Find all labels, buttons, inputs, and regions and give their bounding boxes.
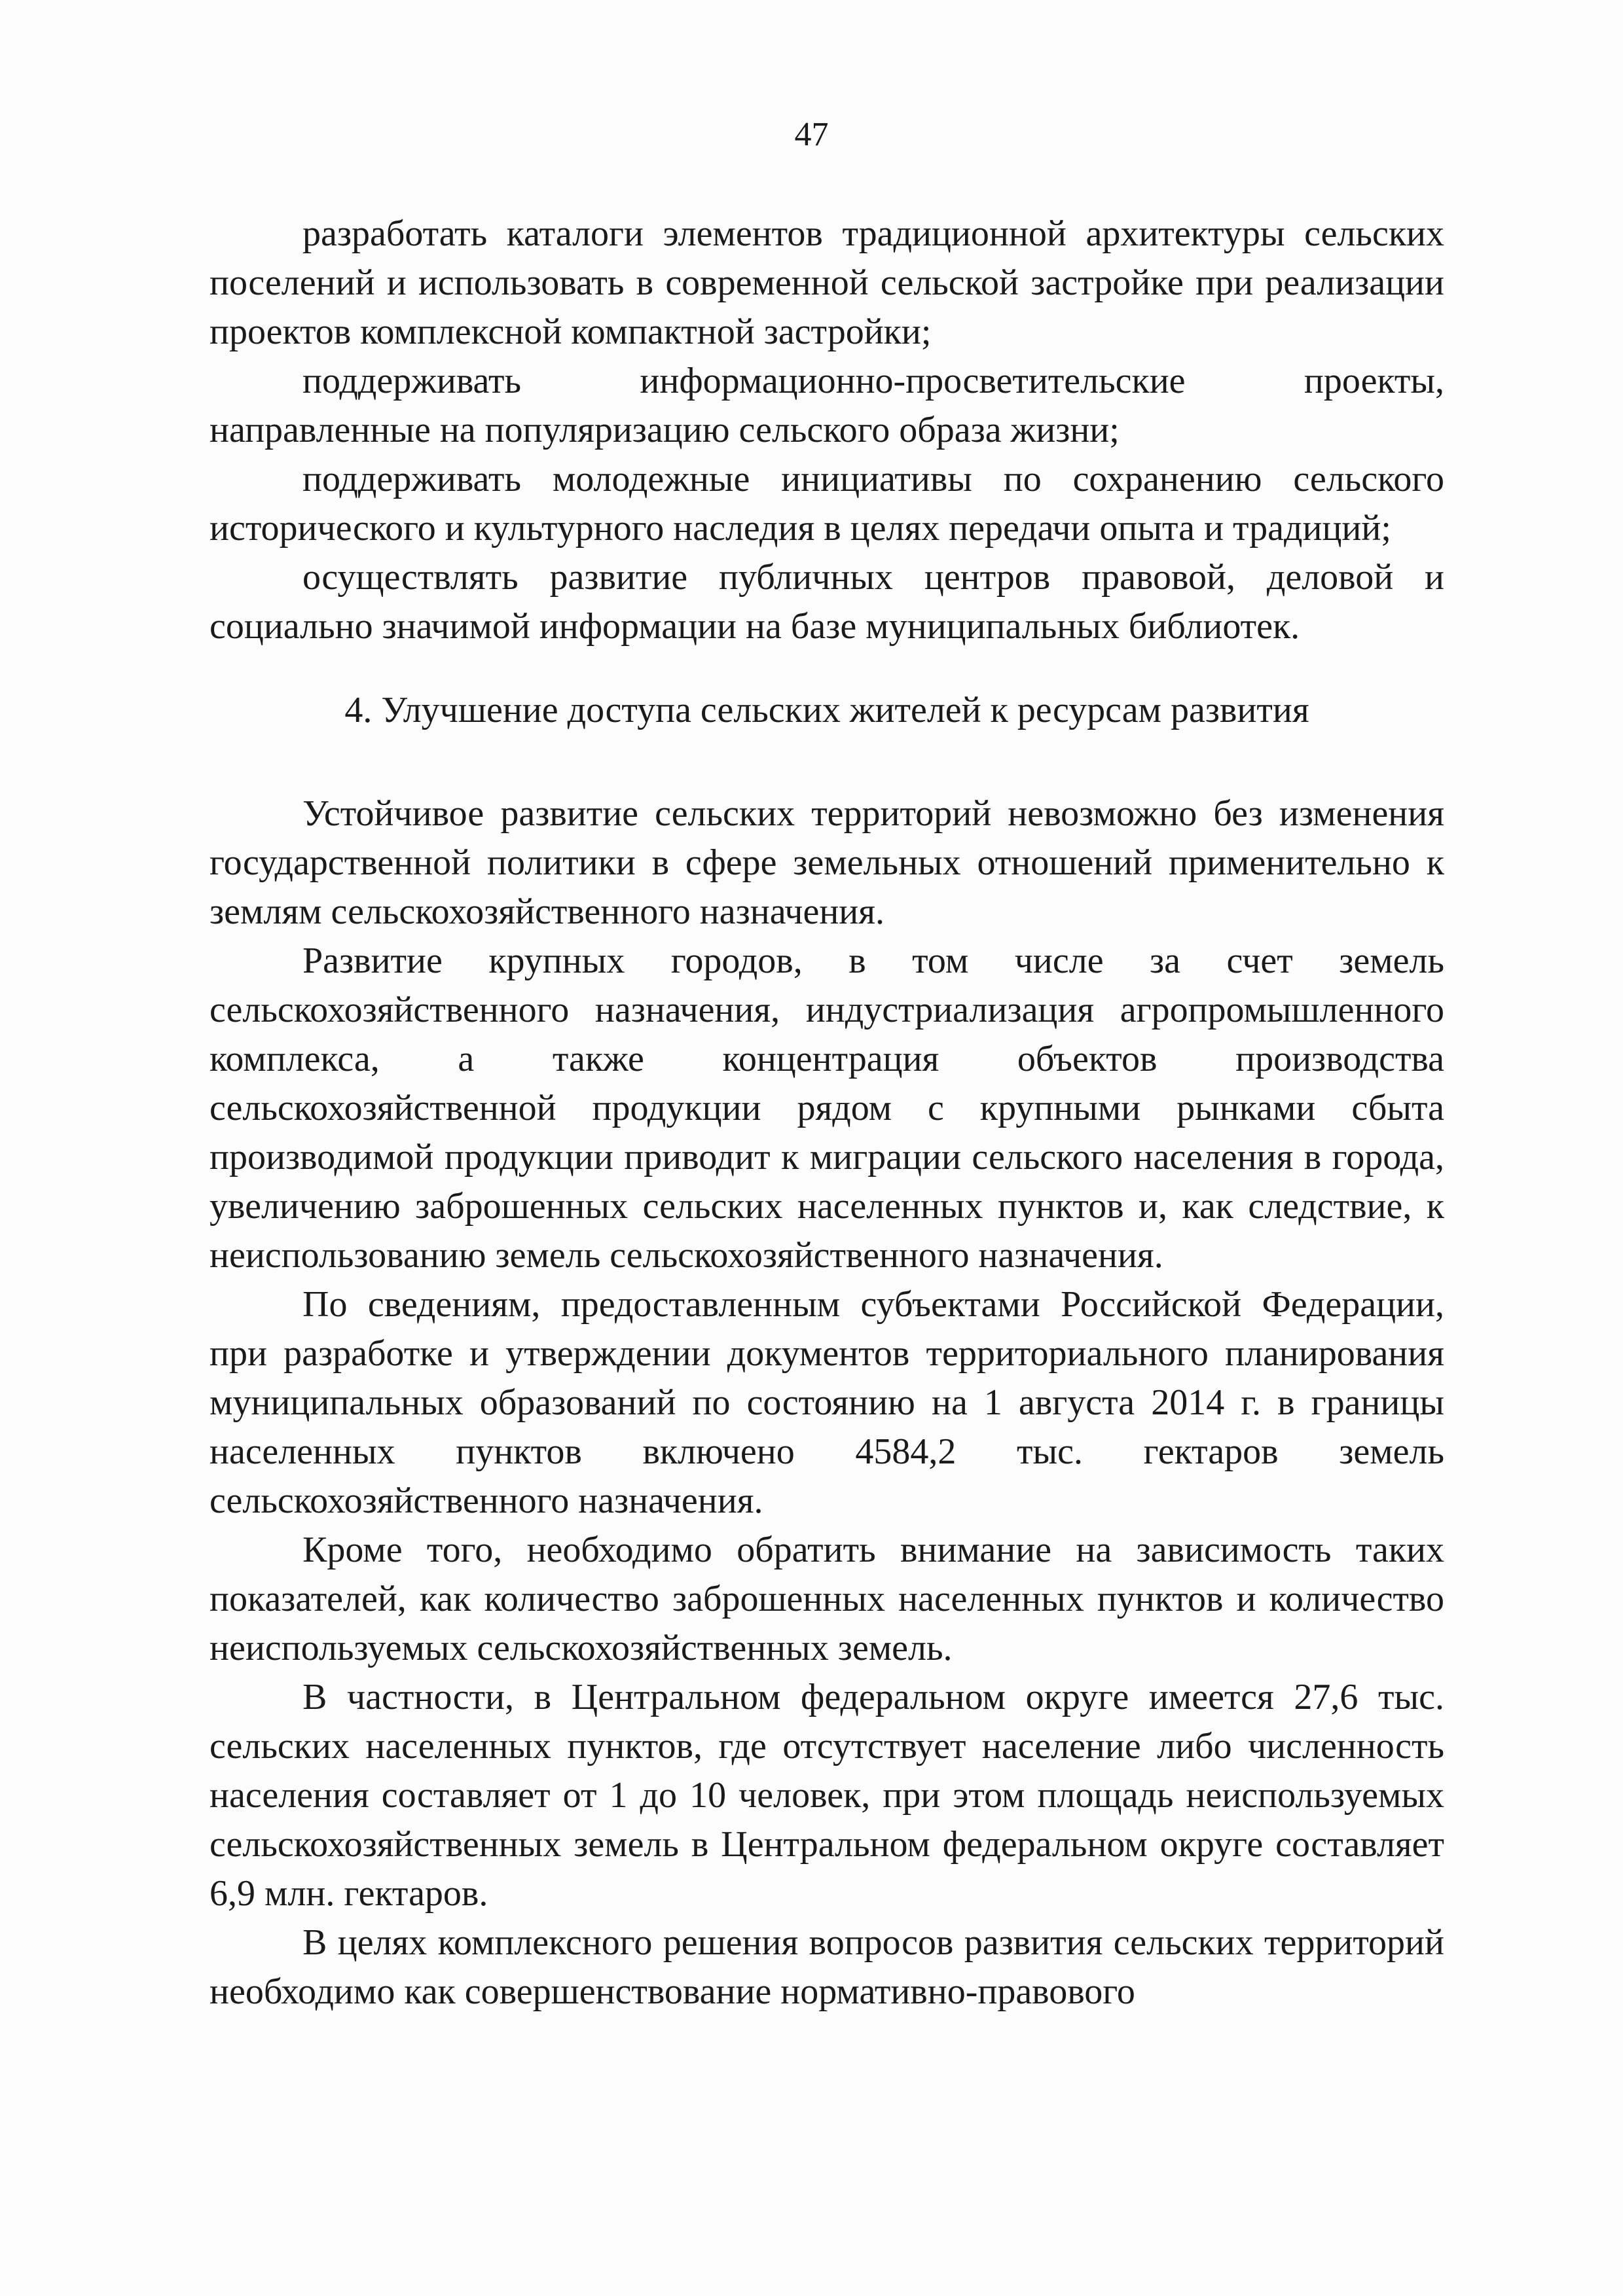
paragraph-public-centers: осуществлять развитие публичных центров правовой, деловой и социально значимой информации на базе муниципальных библиотек.	[210, 557, 1444, 647]
document-body	[210, 209, 1444, 2017]
paragraph-large-cities: Развитие крупных городов, в том числе за счет земель сельскохозяйственного назначения, индустриализация агропромышленного комплекса, а также концентрация объектов производства сельскохозяйственной продукции рядом с крупными рынками сбыта производимой продукции приводит к миграции сельского населения в города, увеличению заброшенных сельских населенных пунктов и, как следствие, к неиспользованию земель сельскохозяйственного назначения.	[210, 941, 1444, 1276]
page-number: 47	[794, 116, 829, 153]
paragraph-federal-subjects: По сведениям, предоставленным субъектами Российской Федерации, при разработке и утверждении документов территориального планирования муниципальных образований по состоянию на 1 августа 2014 г. в границы населенных пунктов включено 4584,2 тыс. гектаров земель сельскохозяйственного назначения.	[210, 1284, 1444, 1521]
paragraph-info-projects: поддерживать информационно-просветительские проекты, направленные на популяризацию сельского образа жизни;	[210, 361, 1444, 450]
section-heading: 4. Улучшение доступа сельских жителей к ресурсам развития	[344, 690, 1309, 730]
paragraph-comprehensive-solution: В целях комплексного решения вопросов развития сельских территорий необходимо как совершенствование нормативно-правового	[210, 1922, 1444, 2012]
paragraph-central-district: В частности, в Центральном федеральном округе имеется 27,6 тыс. сельских населенных пунктов, где отсутствует население либо численность населения составляет от 1 до 10 человек, при этом площадь неиспользуемых сельскохозяйственных земель в Центральном федеральном округе составляет 6,9 млн. гектаров.	[210, 1677, 1444, 1914]
paragraph-catalogs: разработать каталоги элементов традиционной архитектуры сельских поселений и использовать в современной сельской застройке при реализации проектов комплексной компактной застройки;	[210, 213, 1444, 352]
paragraph-youth-initiatives: поддерживать молодежные инициативы по сохранению сельского исторического и культурного наследия в целях передачи опыта и традиций;	[210, 459, 1444, 548]
paragraph-sustainable-development: Устойчивое развитие сельских территорий невозможно без изменения государственной политики в сфере земельных отношений применительно к землям сельскохозяйственного назначения.	[210, 793, 1444, 932]
paragraph-dependency: Кроме того, необходимо обратить внимание на зависимость таких показателей, как количество заброшенных населенных пунктов и количество неиспользуемых сельскохозяйственных земель.	[210, 1530, 1444, 1668]
